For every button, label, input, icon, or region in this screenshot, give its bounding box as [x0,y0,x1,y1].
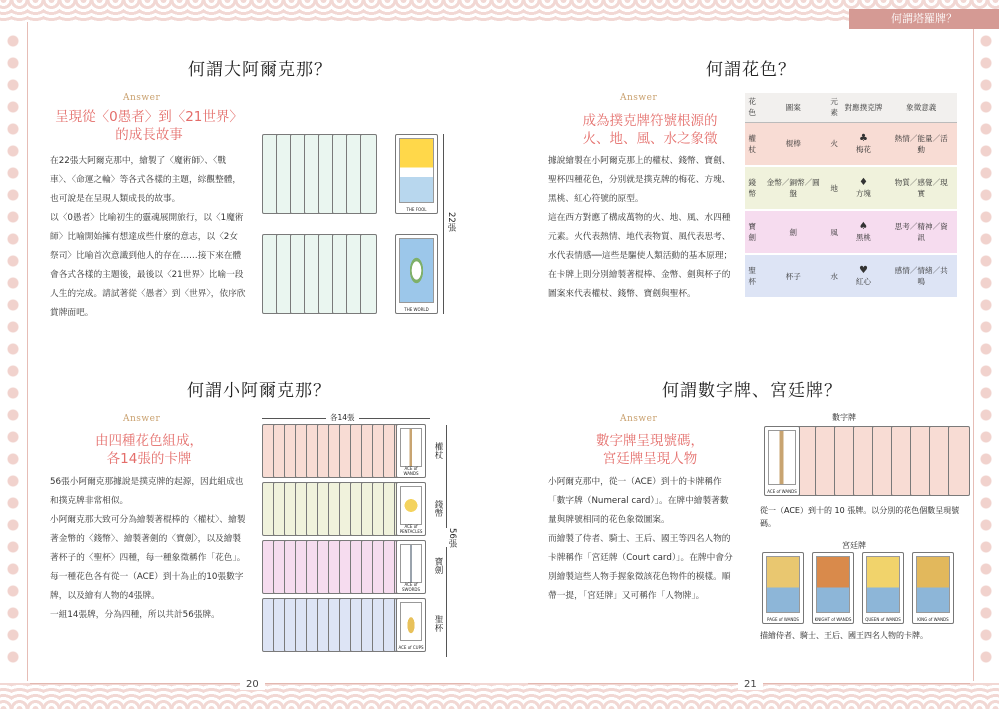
cell-poker: ♦ 方塊 [841,166,885,210]
cell-poker: ♣ 梅花 [841,122,885,166]
cell-pattern: 劍 [759,210,827,254]
suit-symbol-icon: ♦ [858,177,868,188]
table-header-row [745,93,957,122]
page-number-right: 21 [738,679,763,690]
ace-of-wands-card: ACE of WANDS [764,426,800,496]
cell-meaning: 物質／感覺／現實 [885,166,957,210]
numeral-deck [764,426,967,496]
cell-pattern: 金幣／銅幣／圓盤 [759,166,827,210]
numeral-label: 數字牌 [832,413,856,422]
court-card: QUEEN of WANDS [862,552,904,624]
tarot-card-world: THE WORLD [395,234,438,314]
minor-deck-cups [262,598,405,652]
court-card: KING of WANDS [912,552,954,624]
suit-table [745,93,957,299]
tarot-card-fool: THE FOOL [395,134,438,214]
table-row [745,166,957,210]
court-caption: 描繪侍者、騎士、王后、國王四名人物的卡牌。 [760,631,928,640]
paragraph: 這在西方對應了構成萬物的火、地、風、水四種元素。火代表熱情、地代表物質、風代表思考、水代表情感──這些是驅使人類活動的基本原理；在卡牌上則分別繪製著棍棒、金幣、劍與杯子的圖案來代表權杖、錢幣、寶劍與聖杯。 [548,213,733,299]
table-row [745,122,957,166]
answer-label: Answer [123,93,161,103]
headline-line-1: 呈現從〈0愚者〉到〈21世界〉 [55,109,243,125]
headline-line-2: 宮廷牌呈現人物 [602,451,698,467]
section-title: 何謂花色？ [706,60,796,80]
cell-meaning: 熱情／能量／活動 [885,122,957,166]
paragraph: 而繪製了侍者、騎士、王后、國王等四名人物的卡牌稱作「宮廷牌（Court card）」。在牌中會分別繪製這些人物手握象徵該花色物件的模樣。順帶一提，「宮廷牌」又可稱作「人物牌」。 [548,534,733,601]
headline-line-1: 成為撲克牌符號根源的 [582,113,718,129]
minor-deck-swords [262,540,405,594]
column-header: 花色 [745,93,759,122]
suit-label-pentacles: 錢幣 [433,500,443,517]
court-card: PAGE of WANDS [762,552,804,624]
section-title: 何謂數字牌、宮廷牌？ [662,381,842,401]
table-row [745,254,957,298]
major-arcana-deck-row2 [262,234,374,314]
suit-label-swords: 寶劍 [433,557,443,574]
answer-label: Answer [123,414,161,424]
numeral-caption: 從一（ACE）到十的 10 張牌。以分別的花色個數呈現號碼。 [760,506,960,528]
answer-headline [540,112,760,148]
answer-headline [40,432,258,468]
suit-symbol-icon: ♥ [858,265,868,276]
suit-label-wands: 權杖 [433,442,443,459]
ace-card-wands: ACE of WANDS [396,424,426,478]
cell-element: 火 [827,122,841,166]
court-card: KNIGHT of WANDS [812,552,854,624]
answer-label: Answer [620,414,658,424]
cell-suit: 寶劍 [745,210,759,254]
cell-poker: ♥ 紅心 [841,254,885,298]
cell-suit: 權杖 [745,122,759,166]
headline-line-2: 火、地、風、水之象徵 [582,131,718,147]
column-header: 圖案 [759,93,827,122]
answer-headline [40,108,258,144]
headline-line-2: 各14張的卡牌 [106,451,192,467]
paragraph: 一組14張牌，分為四種，所以共計56張牌。 [50,610,220,620]
cell-pattern: 杯子 [759,254,827,298]
cell-suit: 聖杯 [745,254,759,298]
body-text [50,473,246,625]
total-label: 56張 [447,528,457,548]
cell-pattern: 棍棒 [759,122,827,166]
column-header: 對應撲克牌 [841,93,885,122]
lace-border-right [975,30,997,670]
frame-line-right [973,22,974,681]
suit-symbol-icon: ♠ [858,221,868,232]
suit-label-cups: 聖杯 [433,615,443,632]
minor-deck-wands [262,424,405,478]
paragraph: 每一種花色各有從一（ACE）到十為止的10張數字牌，以及繪有人物的4張牌。 [50,572,244,601]
body-text [548,152,734,304]
cell-meaning: 思考／精神／資訊 [885,210,957,254]
paragraph: 小阿爾克那中，從一（ACE）到十的卡牌稱作「數字牌（Numeral card）」。在牌中繪製著數量與牌號相同的花色象徵圖案。 [548,477,729,525]
column-header: 元素 [827,93,841,122]
paragraph: 據說繪製在小阿爾克那上的權杖、錢幣、寶劍、聖杯四種花色，分別就是撲克牌的梅花、方塊、黑桃、紅心符號的原型。 [548,156,731,204]
body-text [548,473,734,606]
cell-element: 水 [827,254,841,298]
headline-line-1: 由四種花色組成， [95,433,203,449]
ace-card-swords: ACE of SWORDS [396,540,426,594]
paragraph: 在22張大阿爾克那中，繪製了〈魔術師〉、〈戰車〉、〈命運之輪〉等各式各樣的主題，綜觀整體，也可說是在呈現人類成長的故事。 [50,156,242,204]
each-label: 各14張 [326,412,359,423]
court-label: 宮廷牌 [842,541,866,550]
section-title: 何謂大阿爾克那？ [188,60,332,80]
page-number-left: 20 [240,679,265,690]
section-title: 何謂小阿爾克那？ [187,381,331,401]
answer-label: Answer [620,93,658,103]
headline-line-1: 數字牌呈現號碼， [596,433,704,449]
ace-card-cups: ACE of CUPS [396,598,426,652]
bracket-line [443,134,444,314]
major-arcana-deck-row1 [262,134,374,214]
column-header: 象徵意義 [885,93,957,122]
answer-headline [540,432,760,468]
paragraph: 以〈0愚者〉比喻初生的靈魂展開旅行，以〈1魔術師〉比喻開始擁有想達成些什麼的意志，以〈2女祭司〉比喻首次意識到他人的存在……接下來在體會各式各樣的主題後，最後以〈21世界〉比喻一段人生的完成。請試著從〈愚者〉到〈世界〉，依序欣賞牌面吧。 [50,213,246,318]
frame-line-left [27,22,28,681]
body-text [50,152,246,323]
cell-element: 地 [827,166,841,210]
cell-suit: 錢幣 [745,166,759,210]
paragraph: 56張小阿爾克那據說是撲克牌的起源，因此組成也和撲克牌非常相似。 [50,477,244,506]
count-label: 22張 [446,212,456,232]
suit-symbol-icon: ♣ [858,132,868,144]
running-header: 何謂塔羅牌？ [849,9,999,29]
cell-poker: ♠ 黑桃 [841,210,885,254]
ace-card-pentacles: ACE of PENTACLES [396,482,426,536]
headline-line-2: 的成長故事 [115,127,183,143]
paragraph: 小阿爾克那大致可分為繪製著棍棒的〈權杖〉、繪製著金幣的〈錢幣〉、繪製著劍的〈寶劍〉，以及繪製著杯子的〈聖杯〉四種，每一種象徵稱作「花色」。 [50,515,246,563]
lace-border-bottom [0,683,999,709]
lace-border-left [2,30,24,670]
cell-meaning: 感情／情緒／共鳴 [885,254,957,298]
minor-deck-pentacles [262,482,405,536]
cell-element: 風 [827,210,841,254]
table-row [745,210,957,254]
